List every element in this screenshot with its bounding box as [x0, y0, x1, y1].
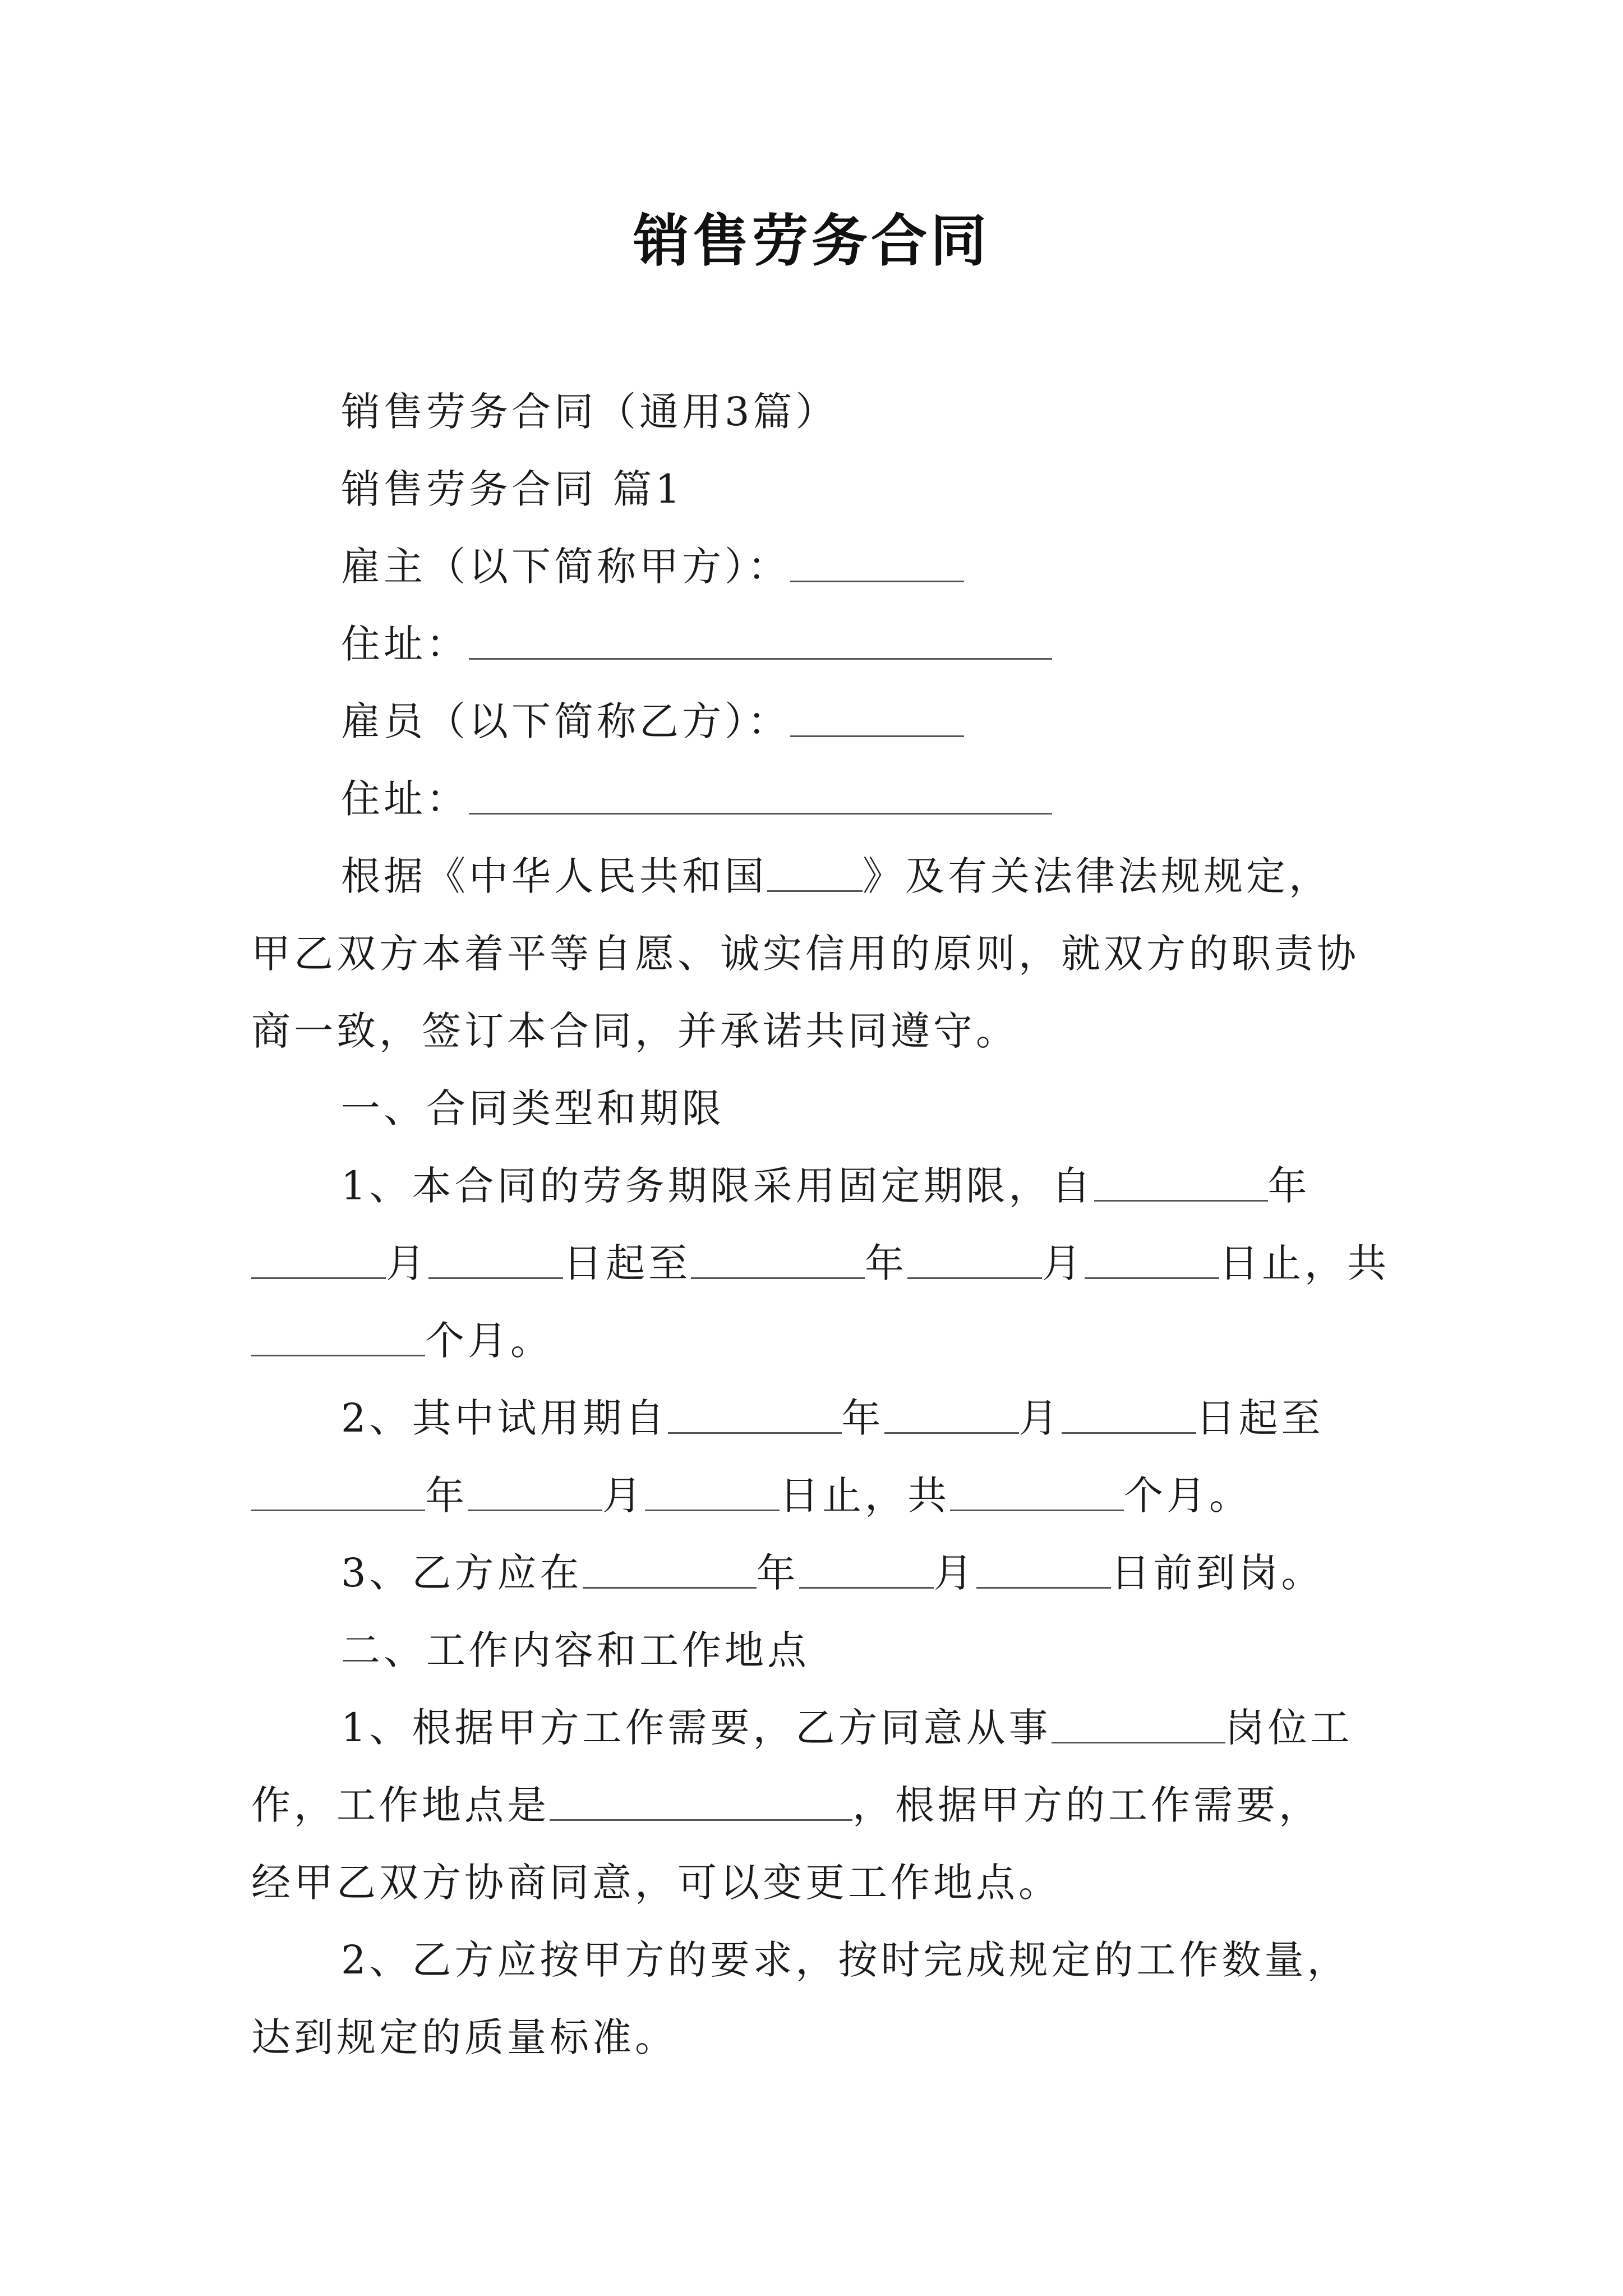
section-heading: 销售劳务合同 篇1	[341, 466, 684, 512]
trial-end-month-blank	[468, 1475, 602, 1511]
address-label: 住址：	[341, 776, 469, 822]
preamble-line-3: 商一致，签订本合同，并承诺共同遵守。	[251, 1008, 1018, 1054]
employee-address-line	[251, 760, 1429, 838]
month-label: 月	[1018, 1395, 1062, 1441]
end-day-blank	[1085, 1243, 1219, 1279]
month-label: 月	[602, 1473, 645, 1519]
clause1-item3	[251, 1534, 1429, 1612]
trial-end-day-blank	[645, 1475, 780, 1511]
employer-address-blank	[469, 623, 1052, 660]
address-label: 住址：	[341, 621, 469, 667]
clause1-item2-line1	[251, 1379, 1429, 1457]
law-name-blank	[767, 855, 863, 892]
clause1-item1-line2	[251, 1225, 1429, 1302]
preamble-line-2: 甲乙双方本着平等自愿、诚实信用的原则，就双方的职责协	[251, 931, 1359, 977]
report-year-blank	[583, 1552, 757, 1589]
document-body	[251, 373, 1429, 2076]
work-location-blank	[550, 1784, 852, 1821]
clause-text: 1、根据甲方工作需要，乙方同意从事	[341, 1705, 1052, 1751]
preamble-line-1	[251, 838, 1429, 915]
year-label: 年	[756, 1550, 799, 1596]
total-months-blank	[251, 1320, 425, 1356]
preamble-text: 根据《中华人民共和国	[341, 853, 767, 899]
subtitle: 销售劳务合同（通用3篇）	[341, 389, 838, 435]
year-label: 年	[865, 1240, 907, 1286]
clause-text: 1、本合同的劳务期限采用固定期限，自	[341, 1163, 1094, 1209]
employee-blank	[790, 701, 964, 737]
day-label: 日起至	[1196, 1395, 1324, 1441]
clause1-item1-line3	[251, 1302, 1429, 1379]
clause-text: 2、其中试用期自	[341, 1395, 668, 1441]
end-year-blank	[691, 1243, 865, 1279]
report-month-blank	[799, 1552, 934, 1589]
employer-line	[251, 528, 1429, 605]
trial-start-day-blank	[1062, 1397, 1196, 1434]
trial-start-year-blank	[668, 1397, 842, 1434]
months-label: 个月。	[425, 1318, 553, 1364]
clause2-item1-line1	[251, 1689, 1429, 1766]
start-day-blank	[428, 1243, 563, 1279]
clause1-item1-line1	[251, 1147, 1429, 1225]
clause1-item2-line2	[251, 1457, 1429, 1534]
start-month-blank	[251, 1243, 386, 1279]
clause2-item1-line3: 经甲乙双方协商同意，可以变更工作地点。	[251, 1860, 1061, 1906]
clause-text: 岗位工	[1225, 1705, 1353, 1751]
day-label: 日起至	[563, 1240, 691, 1286]
year-label: 年	[425, 1473, 468, 1519]
clause-text: 3、乙方应在	[341, 1550, 583, 1596]
employer-address-line	[251, 605, 1429, 683]
employer-label: 雇主（以下简称甲方）：	[341, 544, 790, 590]
clause-text: ，根据甲方的工作需要，	[852, 1782, 1321, 1828]
trial-start-month-blank	[884, 1397, 1019, 1434]
report-label: 日前到岗。	[1110, 1550, 1324, 1596]
start-year-blank	[1094, 1165, 1268, 1202]
clause1-heading: 一、合同类型和期限	[341, 1085, 725, 1131]
year-label: 年	[841, 1395, 884, 1441]
year-label: 年	[1267, 1163, 1311, 1209]
month-label: 月	[933, 1550, 976, 1596]
employee-line	[251, 683, 1429, 760]
clause2-item2-line2: 达到规定的质量标准。	[251, 2014, 677, 2060]
clause2-heading: 二、工作内容和工作地点	[341, 1627, 810, 1673]
clause2-item2-line1: 2、乙方应按甲方的要求，按时完成规定的工作数量，	[341, 1937, 1350, 1983]
day-label: 日止，共	[1219, 1240, 1390, 1286]
document-title: 销售劳务合同	[633, 208, 990, 274]
employee-address-blank	[469, 778, 1052, 815]
clause-text: 作，工作地点是	[251, 1782, 550, 1828]
end-month-blank	[907, 1243, 1042, 1279]
trial-end-year-blank	[251, 1475, 425, 1511]
employee-label: 雇员（以下简称乙方）：	[341, 698, 790, 744]
clause2-item1-line2	[251, 1766, 1429, 1844]
report-day-blank	[976, 1552, 1111, 1589]
months-label: 个月。	[1124, 1473, 1252, 1519]
position-blank	[1052, 1707, 1225, 1743]
month-label: 月	[1042, 1240, 1085, 1286]
preamble-text: 》及有关法律法规规定，	[863, 853, 1331, 899]
month-label: 月	[386, 1240, 428, 1286]
trial-months-blank	[950, 1475, 1124, 1511]
day-label: 日止，共	[780, 1473, 950, 1519]
employer-blank	[790, 546, 964, 582]
